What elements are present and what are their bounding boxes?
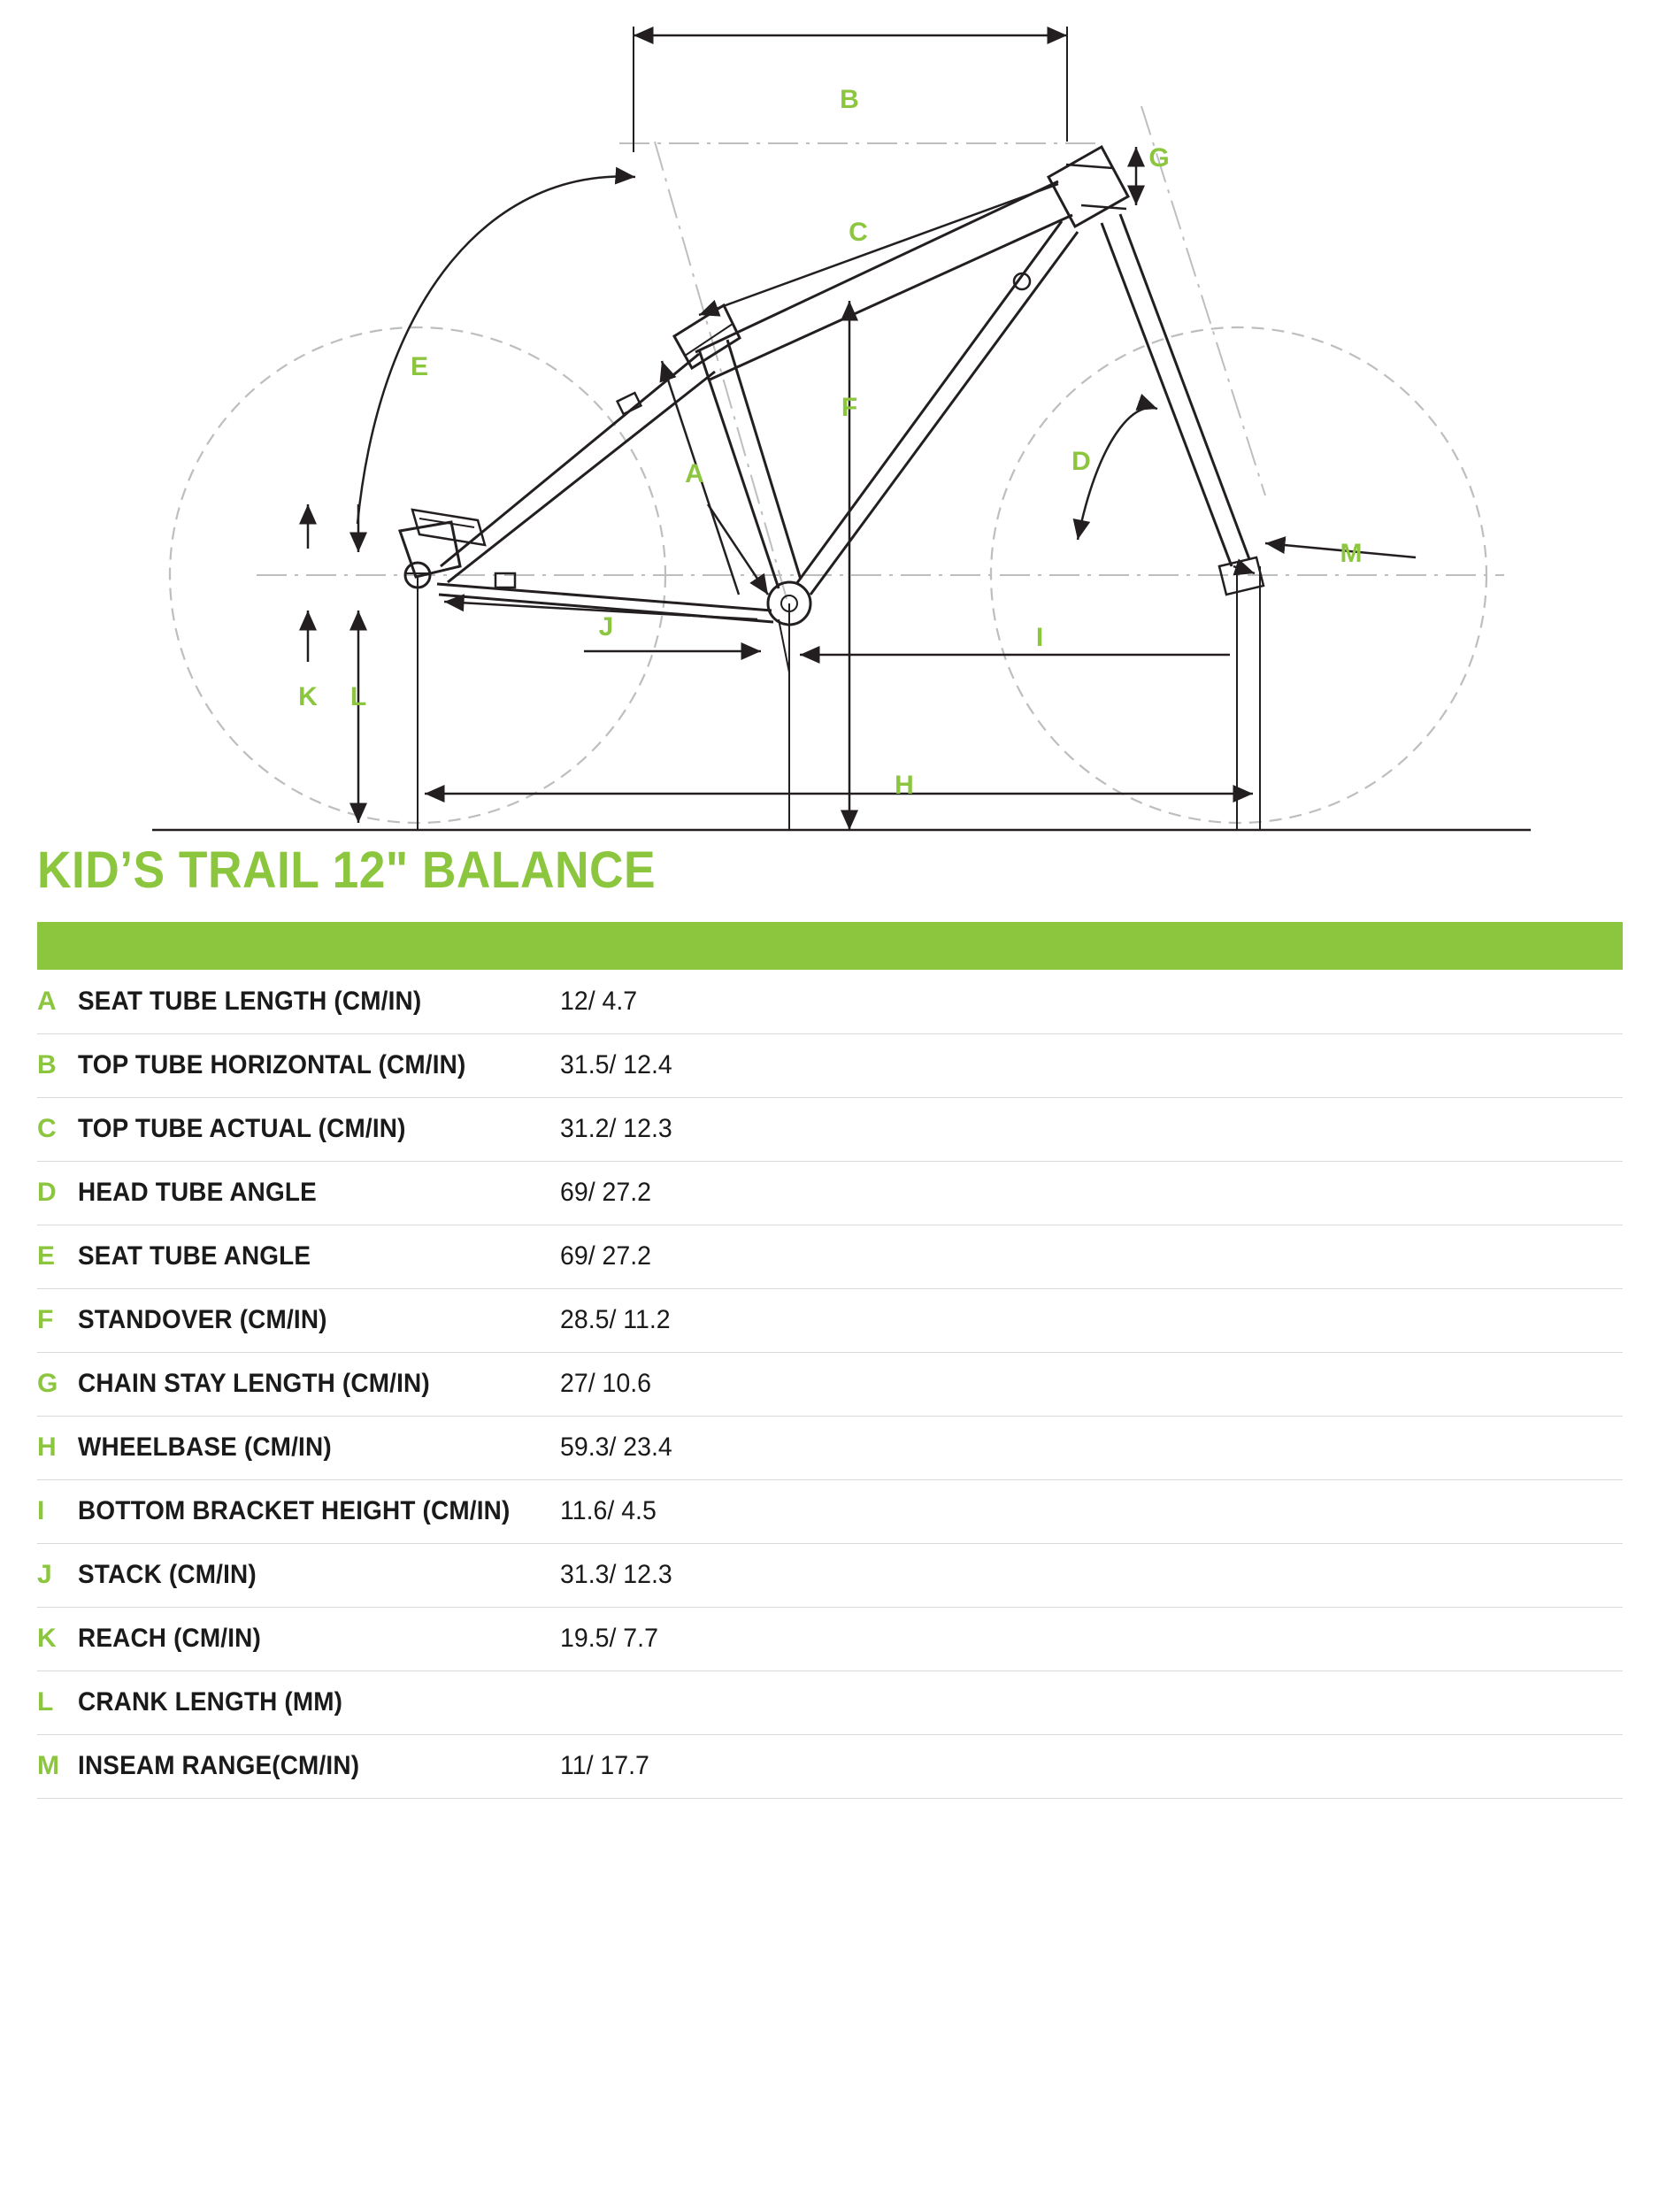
- page-title: KID’S TRAIL 12" BALANCE: [37, 841, 656, 899]
- row-label: [78, 970, 560, 1033]
- diagram-label-F: F: [841, 393, 858, 422]
- table-row: [37, 1607, 1623, 1671]
- table-row: [37, 1225, 1623, 1288]
- table-row: [37, 1479, 1623, 1543]
- row-label-text: STACK (CM/IN): [78, 1560, 257, 1589]
- row-value: [560, 1607, 1623, 1671]
- table-row: [37, 1416, 1623, 1479]
- row-label-text: BOTTOM BRACKET HEIGHT (CM/IN): [78, 1496, 511, 1525]
- row-label-text: CHAIN STAY LENGTH (CM/IN): [78, 1369, 430, 1398]
- row-label: [78, 1734, 560, 1798]
- table-row: [37, 1161, 1623, 1225]
- row-label-text: SEAT TUBE LENGTH (CM/IN): [78, 986, 422, 1016]
- row-label: [78, 1288, 560, 1352]
- row-label: [78, 1352, 560, 1416]
- row-label: [78, 1161, 560, 1225]
- row-label-text: HEAD TUBE ANGLE: [78, 1178, 317, 1207]
- diagram-label-D: D: [1071, 447, 1091, 476]
- row-letter: J: [37, 1543, 78, 1607]
- row-label-text: CRANK LENGTH (MM): [78, 1687, 343, 1717]
- row-value: [560, 1288, 1623, 1352]
- row-letter: M: [37, 1734, 78, 1798]
- row-letter: G: [37, 1352, 78, 1416]
- row-value: [560, 1225, 1623, 1288]
- diagram-label-L: L: [349, 682, 367, 711]
- row-label-text: WHEELBASE (CM/IN): [78, 1432, 332, 1462]
- row-value: [560, 1352, 1623, 1416]
- row-value: [560, 1543, 1623, 1607]
- diagram-label-C: C: [849, 218, 868, 247]
- diagram-label-K: K: [298, 682, 318, 711]
- table-row: [37, 1033, 1623, 1097]
- table-header-fill: [37, 922, 1623, 970]
- row-value-text: 28.5/ 11.2: [560, 1305, 671, 1334]
- table-row: [37, 970, 1623, 1033]
- diagram-label-A: A: [685, 459, 704, 488]
- row-label: [78, 1097, 560, 1161]
- row-value-text: 11.6/ 4.5: [560, 1496, 657, 1525]
- row-label: [78, 1543, 560, 1607]
- row-value-text: 31.5/ 12.4: [560, 1050, 672, 1079]
- row-value-text: 31.2/ 12.3: [560, 1114, 672, 1143]
- row-value-text: 19.5/ 7.7: [560, 1624, 658, 1653]
- diagram-label-I: I: [1035, 623, 1044, 652]
- row-value: [560, 970, 1623, 1033]
- table-header-bar: [37, 922, 1623, 970]
- row-value: [560, 1161, 1623, 1225]
- diagram-label-E: E: [410, 352, 429, 381]
- row-letter: C: [37, 1097, 78, 1161]
- diagram-label-G: G: [1148, 143, 1170, 173]
- row-letter: I: [37, 1479, 78, 1543]
- row-letter: K: [37, 1607, 78, 1671]
- table-row: [37, 1734, 1623, 1798]
- row-label-text: SEAT TUBE ANGLE: [78, 1241, 311, 1271]
- diagram-label-H: H: [895, 771, 914, 800]
- table-row: [37, 1288, 1623, 1352]
- row-label-text: INSEAM RANGE(CM/IN): [78, 1751, 360, 1780]
- row-value-text: 69/ 27.2: [560, 1241, 652, 1271]
- bicycle-geometry-diagram: [0, 0, 1659, 841]
- table-row: [37, 1352, 1623, 1416]
- row-letter: A: [37, 970, 78, 1033]
- row-value-text: 11/ 17.7: [560, 1751, 649, 1780]
- row-letter: D: [37, 1161, 78, 1225]
- table-row: [37, 1671, 1623, 1734]
- row-label: [78, 1671, 560, 1734]
- row-letter: H: [37, 1416, 78, 1479]
- row-label: [78, 1479, 560, 1543]
- row-value: [560, 1671, 1623, 1734]
- row-letter: L: [37, 1671, 78, 1734]
- row-letter: E: [37, 1225, 78, 1288]
- table-row: [37, 1543, 1623, 1607]
- diagram-label-M: M: [1340, 539, 1363, 568]
- row-label-text: TOP TUBE ACTUAL (CM/IN): [78, 1114, 406, 1143]
- diagram-label-J: J: [598, 612, 614, 641]
- row-value-text: 69/ 27.2: [560, 1178, 652, 1207]
- row-label: [78, 1607, 560, 1671]
- row-label-text: REACH (CM/IN): [78, 1624, 261, 1653]
- row-letter: B: [37, 1033, 78, 1097]
- geometry-spec-table: [37, 922, 1623, 1799]
- row-value: [560, 1479, 1623, 1543]
- row-label: [78, 1416, 560, 1479]
- table-row: [37, 1097, 1623, 1161]
- row-value-text: 59.3/ 23.4: [560, 1432, 672, 1462]
- row-label-text: STANDOVER (CM/IN): [78, 1305, 327, 1334]
- row-value-text: 31.3/ 12.3: [560, 1560, 672, 1589]
- row-value-text: 12/ 4.7: [560, 986, 638, 1016]
- row-value-text: 27/ 10.6: [560, 1369, 652, 1398]
- row-label: [78, 1033, 560, 1097]
- row-label-text: TOP TUBE HORIZONTAL (CM/IN): [78, 1050, 466, 1079]
- row-value: [560, 1033, 1623, 1097]
- row-value: [560, 1097, 1623, 1161]
- diagram-label-B: B: [840, 85, 859, 114]
- row-value: [560, 1416, 1623, 1479]
- row-label: [78, 1225, 560, 1288]
- row-value: [560, 1734, 1623, 1798]
- row-letter: F: [37, 1288, 78, 1352]
